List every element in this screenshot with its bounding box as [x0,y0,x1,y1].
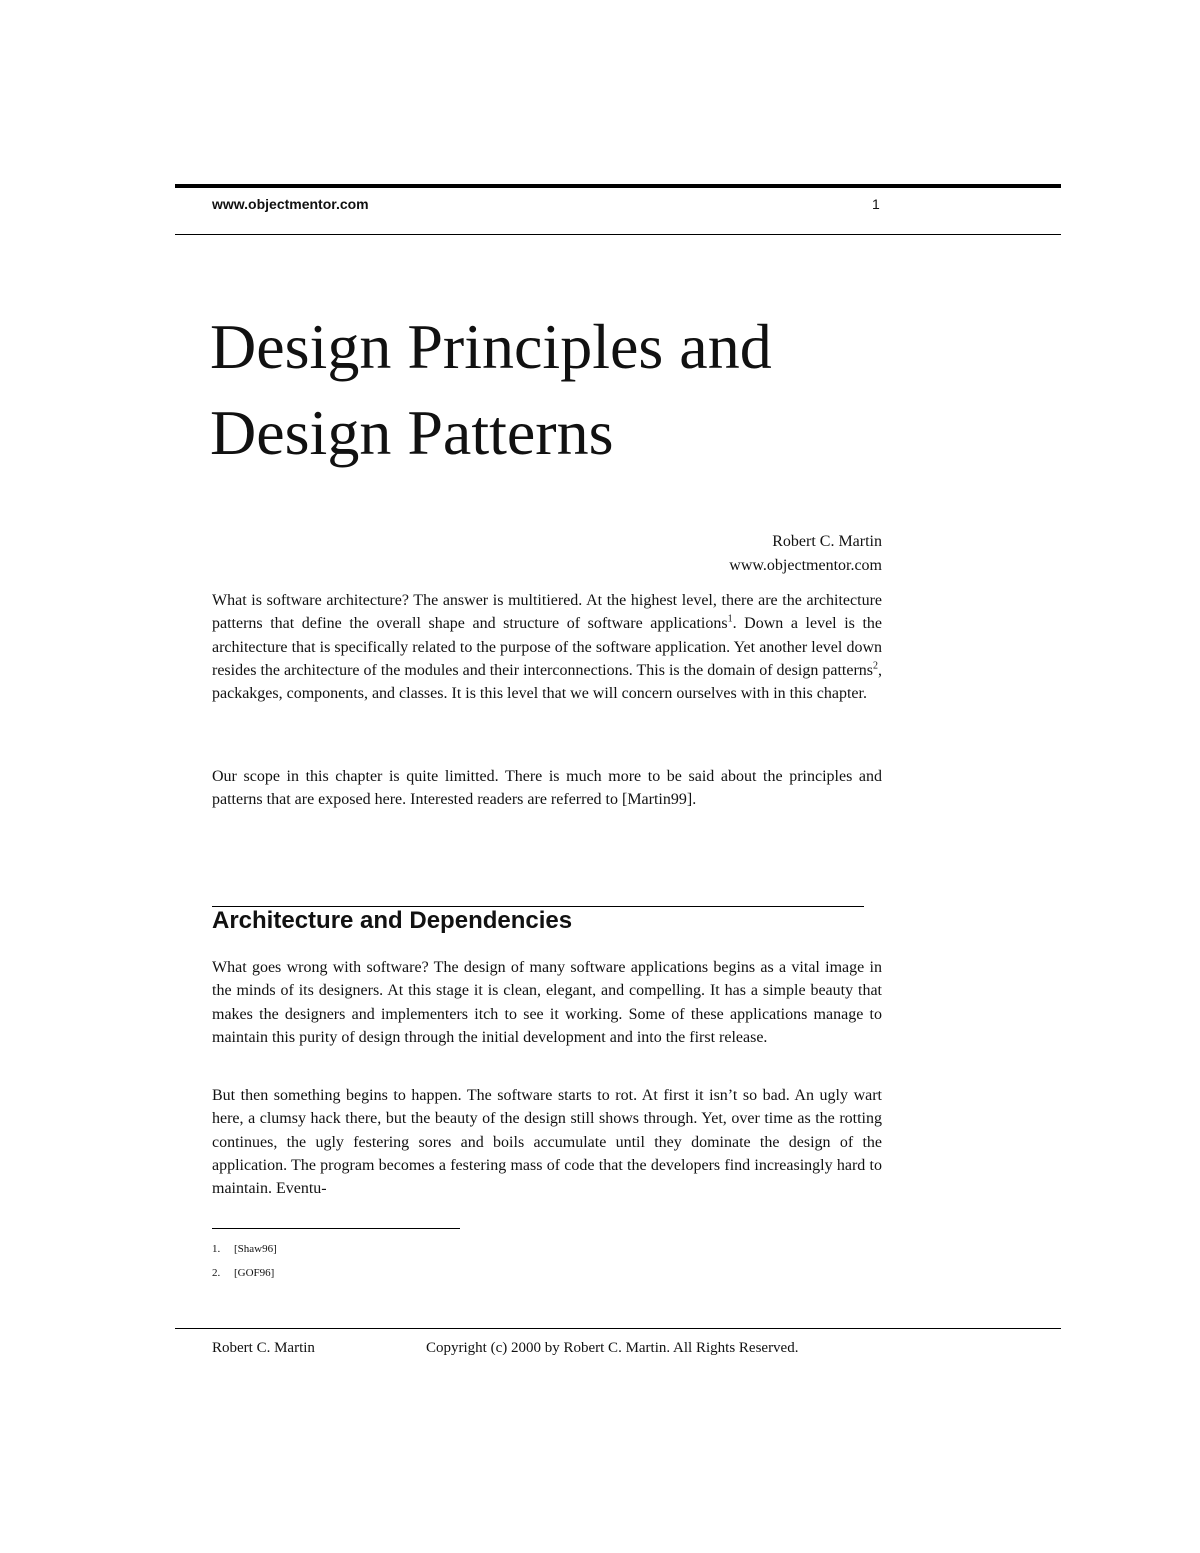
footnote-text: [Shaw96] [234,1243,277,1255]
footnote-ref-1: 1 [727,613,733,625]
page-number: 1 [872,196,880,212]
header-url: www.objectmentor.com [212,196,369,212]
footnote-number: 2. [212,1267,221,1279]
section-heading: Architecture and Dependencies [212,907,573,934]
header-rule-thin [175,234,1061,235]
title-line-2: Design Patterns [210,397,614,468]
footnote-2 [212,1266,274,1280]
footnote-ref-2: 2 [873,660,878,672]
author-name: Robert C. Martin [772,533,882,550]
intro-paragraph-2: Our scope in this chapter is quite limitted. There is much more to be said about the principles and patterns that are exposed here. Interested readers are referred to [Martin99]. [212,768,882,809]
intro-paragraph-1 [212,589,882,705]
footnote-text: [GOF96] [234,1267,275,1279]
author-url: www.objectmentor.com [729,557,882,574]
footer-author: Robert C. Martin [212,1340,315,1356]
intro-text-c: , packakges, components, and classes. It is this level that we will concern ourselves with in this chapter. [212,661,882,703]
footer-rule [175,1328,1061,1329]
footnote-number: 1. [212,1243,221,1255]
footnote-1 [212,1242,277,1256]
footer-copyright: Copyright (c) 2000 by Robert C. Martin. All Rights Reserved. [426,1340,799,1356]
header-rule-thick [175,184,1061,188]
section-paragraph-2: But then something begins to happen. The software starts to rot. At first it isn’t so bad. An ugly wart here, a clumsy hack there, but the beauty of the design still shows through. Yet, over time as the rotting continues, the ugly festering sores and boils accumulate until they dominate the design of the application. The program becomes a festering mass of code that the developers find increasingly hard to maintain. Eventu- [212,1087,882,1198]
section-paragraph-1: What goes wrong with software? The design of many software applications begins as a vital image in the minds of its designers. At this stage it is clean, elegant, and compelling. It has a simple beauty that makes the designers and implementers itch to see it working. Some of these applications manage to maintain this purity of design through the initial development and into the first release. [212,959,882,1046]
intro-text-b: . Down a level is the architecture that is specifically related to the purpose of the software application. Yet another level down resides the architecture of the modules and their interconnections. This is the domain of design patterns [212,615,882,679]
document-title [210,304,772,476]
footnote-rule [212,1228,460,1229]
intro-text-a: What is software architecture? The answer is multitiered. At the highest level, there are the architecture patterns that define the overall shape and structure of software applications [212,592,882,633]
title-line-1: Design Principles and [210,311,772,382]
author-block [729,530,882,578]
